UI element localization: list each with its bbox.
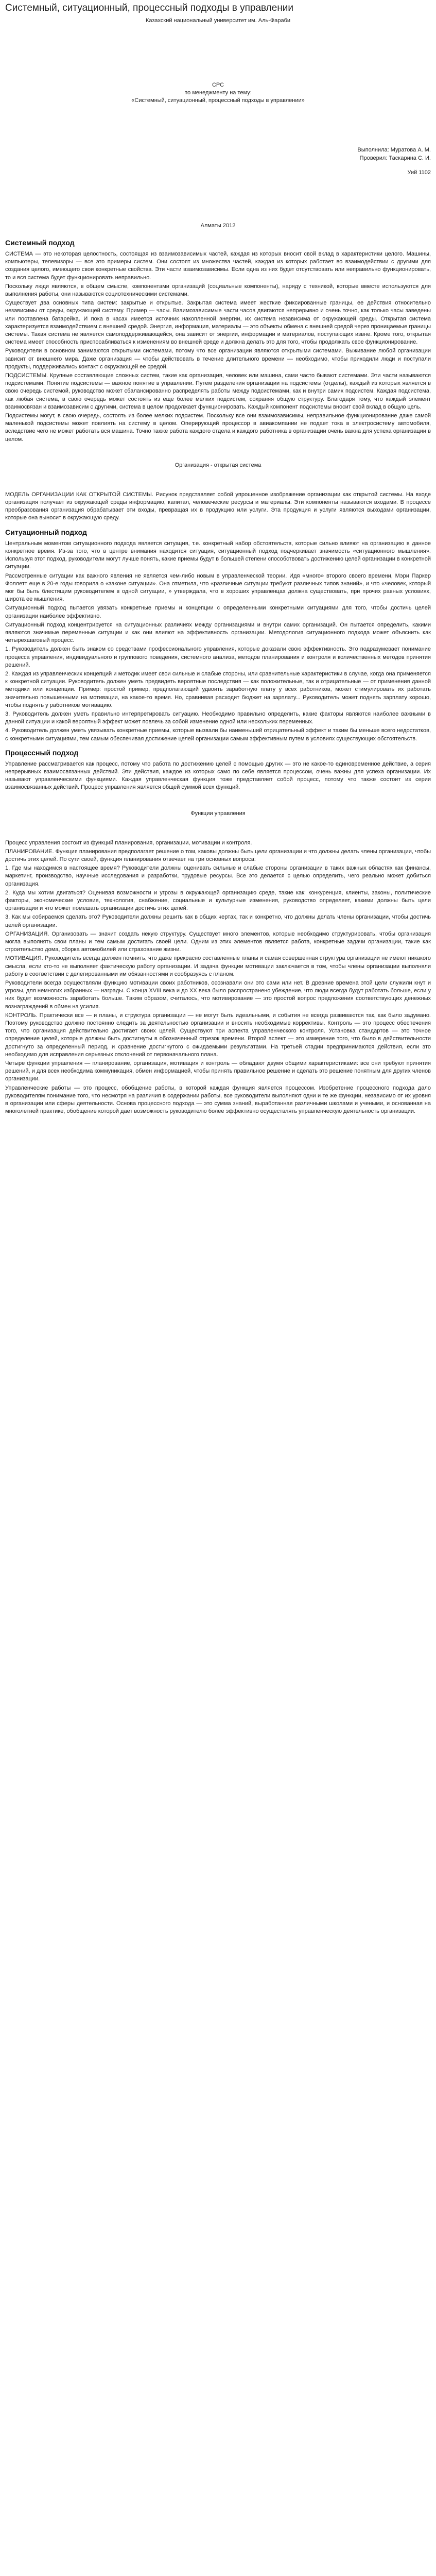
paragraph: 1. Где мы находимся в настоящее время? Руководители должны оценивать сильные и слабые стороны организации в таких важных областях как финансы, маркетинг, производство, научные исследования и разработки, трудовые ресурсы. Все это делается с целью определить, чего реально может добиться организация. xyxy=(5,865,431,887)
diagram-caption: Организация - открытая система xyxy=(175,462,261,468)
paragraph: ОРГАНИЗАЦИЯ. Организовать — значит создать некую структуру. Существует много элементов, которые необходимо структурировать, чтобы организация могла выполнять свои планы и тем самым достигать своей цели. Одним из этих элементов является работа, конкретные задачи организации, такие как строительство дома, сборка автомобилей или страхование жизни. xyxy=(5,930,431,953)
paragraph: Рассмотренные ситуации как важного явления не является чем-либо новым в управленческой теории. Идя «много» второго своего времени, Мэри Паркер Фоллетт еще в 20-е годы говорила о «законе ситуации». Она отметила, что «различные ситуации требуют различных типов знаний», и что «человек, который мог бы быть блестящим руководителем в одной ситуации, » утверждала, что в хороших управленцах должна существовать, при прочих равных условиях, широта ее мышления. xyxy=(5,572,431,603)
paragraph: 3. Руководитель должен уметь правильно интерпретировать ситуацию. Необходимо правильно определить, какие факторы являются наиболее важными в данной ситуации и какой вероятный эффект может повлечь за собой изменение одной или нескольких переменных. xyxy=(5,710,431,725)
systems-heading: Системный подход xyxy=(5,239,75,247)
performer-line: Выполнила: Муратова А. М. xyxy=(357,147,431,153)
paragraph: КОНТРОЛЬ. Практически все — и планы, и структура организации — не могут быть идеальными, и события не всегда развиваются так, как было задумано. Поэтому руководство должно постоянно следить за деятельностью организации и вносить необходимые коррективы. Контроль — это процесс обеспечения того, что организация действительно достигает своих целей. Существуют три аспекта управленческого контроля. Установка стандартов — это точное определение целей, которые должны быть достигнуты в обозначенный отрезок времени. Второй аспект — это измерение того, что было в действительности достигнуто за определенный период, и сравнение достигнутого с ожидаемыми результатами. На третьей стадии предпринимаются действия, если это необходимо для исправления серьезных отклонений от первоначального плана. xyxy=(5,1012,431,1058)
group-line: Уий 1102 xyxy=(407,170,431,176)
paragraph: Подсистемы могут, в свою очередь, состоять из более мелких подсистем. Поскольку все они взаимозависимы, неправильное функционирование даже самой маленькой подсистемы может повлиять на систему в целом. Оперирующий процессор в авиакомпании не подает тока в электросистему автомобиля, вследствие чего не может работать вся машина. Точно также работа каждого отдела и каждого работника в организации очень важна для успеха организации в целом. xyxy=(5,413,431,443)
paragraph: 2. Куда мы хотим двигаться? Оценивая возможности и угрозы в окружающей организацию среде, такие как: конкуренция, клиенты, законы, политические факторы, экономические условия, технология, снабжение, социальные и культурные изменения, руководство определяет, какими должны быть цели организации и что может помешать организации достичь этих целей. xyxy=(5,889,431,912)
paragraph: ПЛАНИРОВАНИЕ. Функция планирования предполагает решение о том, каковы должны быть цели организации и что должны делать члены организации, чтобы достичь этих целей. По сути своей, функция планирования отвечает на три основных вопроса: xyxy=(5,848,431,862)
paragraph: 3. Как мы собираемся сделать это? Руководители должны решить как в общих чертах, так и конкретно, что должны делать члены организации, чтобы достичь целей организации. xyxy=(5,914,431,928)
paragraph: Управленческие работы — это процесс, обобщение работы, в которой каждая функция является процессом. Изобретение процессного подхода дало руководителям понимание того, что несмотря на различия в содержании работы, все руководители выполняют одни и те же функции, независимо от их уровня в организации или сферы деятельности. Основа процессного подхода — это сумма знаний, выработанная различными школами и учеными, и основанная на многолетней практике, обобщение которой дает возможность руководителю более эффективно осуществлять управленческую деятельность организации. xyxy=(5,1084,431,1115)
paragraph: СИСТЕМА — это некоторая целостность, состоящая из взаимозависимых частей, каждая из которых вносит свой вклад в характеристики целого. Машины, компьютеры, телевизоры — все это примеры систем. Они состоят из множества частей, каждая из которых работает во взаимодействии с другими для создания целого, имеющего свои конкретные свойства. Эти части взаимозависимы. Если одна из них будет отсутствовать или неправильно функционировать, то и вся система будет функционировать неправильно. xyxy=(5,251,431,281)
paragraph: МОДЕЛЬ ОРГАНИЗАЦИИ КАК ОТКРЫТОЙ СИСТЕМЫ. Рисунок представляет собой упрощенное изображение организации как открытой системы. На входе организация получает из окружающей среды информацию, капитал, человеческие ресурсы и материалы. Эти компоненты называются входами. В процессе преобразования организация обрабатывает эти входы, превращая их в продукцию или услуги. Эта продукция и услуги являются выходами организации, которые она выносит в окружающую среду. xyxy=(5,491,431,521)
title-line-3: «Системный, ситуационный, процессный подходы в управлении» xyxy=(131,97,305,104)
paragraph: 4. Руководитель должен уметь увязывать конкретные приемы, которые вызвали бы наименьший отрицательный эффект и таким бы меньше всего недостатков, с конкретными ситуациями, тем самым обеспечивая достижение целей организации самым эффективным путем в условиях существующих обстоятельств. xyxy=(5,727,431,742)
university-name: Казахский национальный университет им. Аль-Фараби xyxy=(145,18,291,24)
title-line-2: по менеджменту на тему: xyxy=(184,90,252,96)
checker-line: Проверил: Таскарина С. И. xyxy=(359,155,431,161)
paragraph: Ситуационный подход концентрируется на ситуационных различиях между организациями и внутри самих организаций. Он пытается определить, какими являются значимые переменные ситуации и как они влияют на эффективность организации. Методология ситуационного подхода может объяснить как четырехшаговый процесс. xyxy=(5,621,431,644)
paragraph: Руководители всегда осуществляли функцию мотивации своих работников, осознавали они это сами или нет. В древние времена этой цели служили кнут и угрозы, для немногих избранных — награды. С конца XVIII века и до XX века было распространено убеждение, что люди всегда будут работать больше, если у них будет возможность заработать больше. Таким образом, считалось, что мотивирование — это простой вопрос предложения соответствующих денежных вознаграждений в обмен на усилия. xyxy=(5,980,431,1010)
paragraph: Руководители в основном занимаются открытыми системами, потому что все организации являются открытыми системами. Выживание любой организации зависит от внешнего мира. Даже организация — чтобы действовать в течение длительного времени — необходимо, чтобы приходили люди и поступали продукты, поддерживались контакт с окружающей ее средой. xyxy=(5,348,431,370)
paragraph: Управление рассматривается как процесс, потому что работа по достижению целей с помощью других — это не какое-то единовременное действие, а серия непрерывных взаимосвязанных действий. Эти действия, каждое из которых само по себе является процессом, очень важны для успеха организации. Их называют управленческими функциями. Каждая управленческая функция тоже представляет собой процесс, потому что также состоит из серии взаимосвязанных действий. Процесс управления является общей суммой всех функций. xyxy=(5,760,431,791)
paragraph: Поскольку люди являются, в общем смысле, компонентами организаций (социальные компоненты), наряду с техникой, которые вместе используются для выполнения работы, они называются социотехническими системами. xyxy=(5,283,431,298)
paragraph: Четыре функции управления — планирование, организация, мотивация и контроль — обладают двумя общими характеристиками: все они требуют принятия решений, и для всех необходима коммуникация, обмен информацией, чтобы принять правильное решение и сделать это решение понятным для других членов организации. xyxy=(5,1060,431,1082)
process-heading: Процессный подход xyxy=(5,748,79,757)
paragraph: Процесс управления состоит из функций планирования, организации, мотивации и контроля. xyxy=(5,839,252,846)
paragraph: 2. Каждая из управленческих концепций и методик имеет свои сильные и слабые стороны, или сравнительные характеристики в случае, когда она применяется к конкретной ситуации. Руководитель должен уметь предвидеть вероятные последствия — как положительные, так и отрицательные — от применения данной методики или концепции. Пример: простой пример, предполагающий удвоить заработную плату у всех работников, может стимулировать их работать значительно повышенными на мотивации, на какое-то время. Но, сравнивая расходит бюджет на зарплату... Руководитель может поднять зарплату хорошо, чтобы поднять у работников мотивацию. xyxy=(5,670,431,708)
paragraph: МОТИВАЦИЯ. Руководитель всегда должен помнить, что даже прекрасно составленные планы и самая совершенная структура организации не имеют никакого смысла, если кто-то не выполняет фактическую работу организации. И задача функции мотивации заключается в том, чтобы члены организации выполняли работу в соответствии с делегированными им обязанностями и сообразуясь с планом. xyxy=(5,955,431,977)
situational-heading: Ситуационный подход xyxy=(5,528,87,536)
functions-caption: Функции управления xyxy=(190,810,246,817)
city-year: Алматы 2012 xyxy=(200,223,236,229)
document-title: Системный, ситуационный, процессный подходы в управлении xyxy=(5,3,294,13)
paragraph: 1. Руководитель должен быть знаком со средствами профессионального управления, которые доказали свою эффективность. Это подразумевает понимание процесса управления, индивидуального и группового поведения, системного анализа, методов планирования и контроля и количественных методов принятия решений. xyxy=(5,646,431,668)
paragraph: ПОДСИСТЕМЫ. Крупные составляющие сложных систем, такие как организация, человек или машина, сами часто бывают системами. Эти части называются подсистемами. Понятие подсистемы — важное понятие в управлении. Путем разделения организации на подсистемы (отделы), каждый из которых является в свою очередь системой, руководство может сбалансированно распределять работы между подсистемами, как и внутри самих подсистем. Каждая подсистема, как любая система, в свою очередь может состоять из еще более мелких подсистем, сохраняя общую структуру. Благодаря тому, что каждый элемент взаимосвязан и взаимозависим с другими, система в целом продолжает функционировать. Каждый компонент подсистемы вносит свой вклад в общую цель. xyxy=(5,372,431,410)
title-line-1: СРС xyxy=(212,82,224,88)
paragraph: Ситуационный подход пытается увязать конкретные приемы и концепции с определенными конкретными ситуациями для того, чтобы достичь целей организации наиболее эффективно. xyxy=(5,605,431,619)
title-page-credits xyxy=(5,146,431,177)
paragraph: Существует два основных типа систем: закрытые и открытые. Закрытая система имеет жесткие фиксированные границы, ее действия относительно независимы от среды, окружающей систему. Пример — часы. Взаимозависимые части часов двигаются непрерывно и очень точно, как только часы заведены или поставлена батарейка. И пока в часах имеется источник накопленной энергии, их система независима от окружающей среды. Открытая система характеризуется взаимодействием с внешней средой. Энергия, информация, материалы — это объекты обмена с внешней средой через проницаемые границы системы. Такая система не является самоподдерживающейся, она зависит от энергии, информации и материалов, поступающих извне. Кроме того, открытая система имеет способность приспосабливаться к изменениям во внешней среде и должна делать это для того, чтобы продолжать свое функционирование. xyxy=(5,300,431,346)
document-page xyxy=(0,2,436,1127)
paragraph: Центральным моментом ситуационного подхода является ситуация, т.е. конкретный набор обстоятельств, которые сильно влияют на организацию в данное конкретное время. Из-за того, что в центре внимания находится ситуация, ситуационный подход подчеркивает значимость «ситуационного мышления». Используя этот подход, руководители могут лучше понять, какие приемы будут в большей степени способствовать достижению целей организации в конкретной ситуации. xyxy=(5,540,431,570)
